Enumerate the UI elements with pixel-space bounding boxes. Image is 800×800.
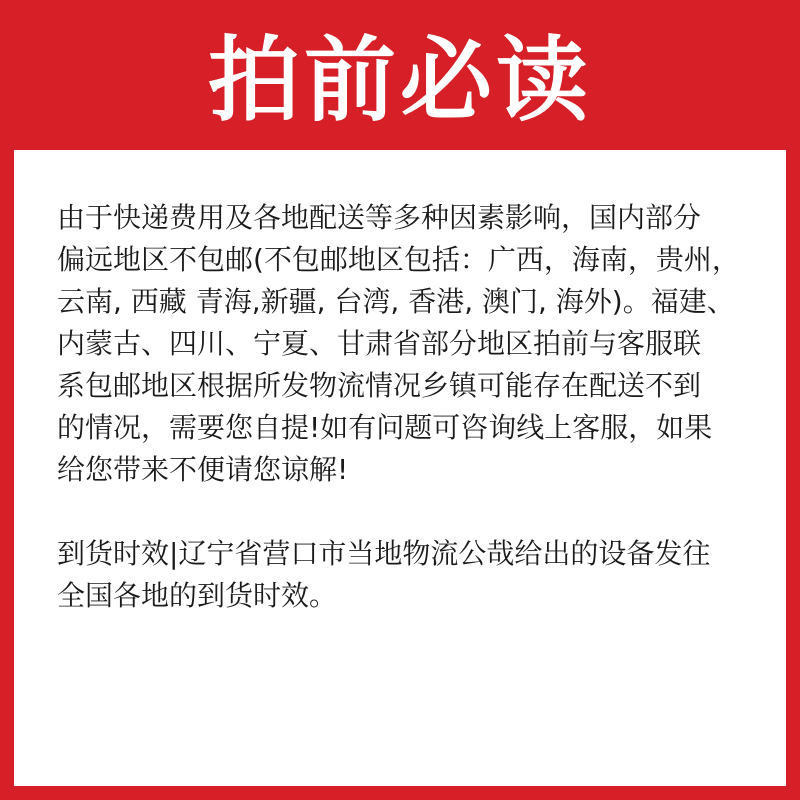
notice-line: 云南, 西藏 青海,新疆, 台湾, 香港, 澳门, 海外)。福建、 — [57, 285, 735, 318]
notice-panel — [14, 150, 786, 786]
delivery-line: 全国各地的到货时效。 — [57, 579, 338, 612]
notice-line: 内蒙古、四川、宁夏、甘肃省部分地区拍前与客服联 — [57, 327, 702, 360]
notice-text — [57, 197, 757, 617]
notice-line: 给您带来不便请您谅解! — [57, 453, 349, 486]
page-title: 拍前必读 — [207, 27, 592, 134]
delivery-line: 到货时效|辽宁省营口市当地物流公哉给出的设备发往 — [57, 537, 711, 570]
notice-line: 由于快递费用及各地配送等多种因素影响，国内部分 — [57, 201, 702, 234]
notice-line: 偏远地区不包邮(不包邮地区包括：广西，海南，贵州， — [57, 243, 740, 276]
notice-line: 系包邮地区根据所发物流情况乡镇可能存在配送不到 — [57, 369, 702, 402]
paragraph-gap — [57, 491, 757, 533]
notice-line: 的情况，需要您自提!如有问题可咨询线上客服，如果 — [57, 411, 713, 444]
